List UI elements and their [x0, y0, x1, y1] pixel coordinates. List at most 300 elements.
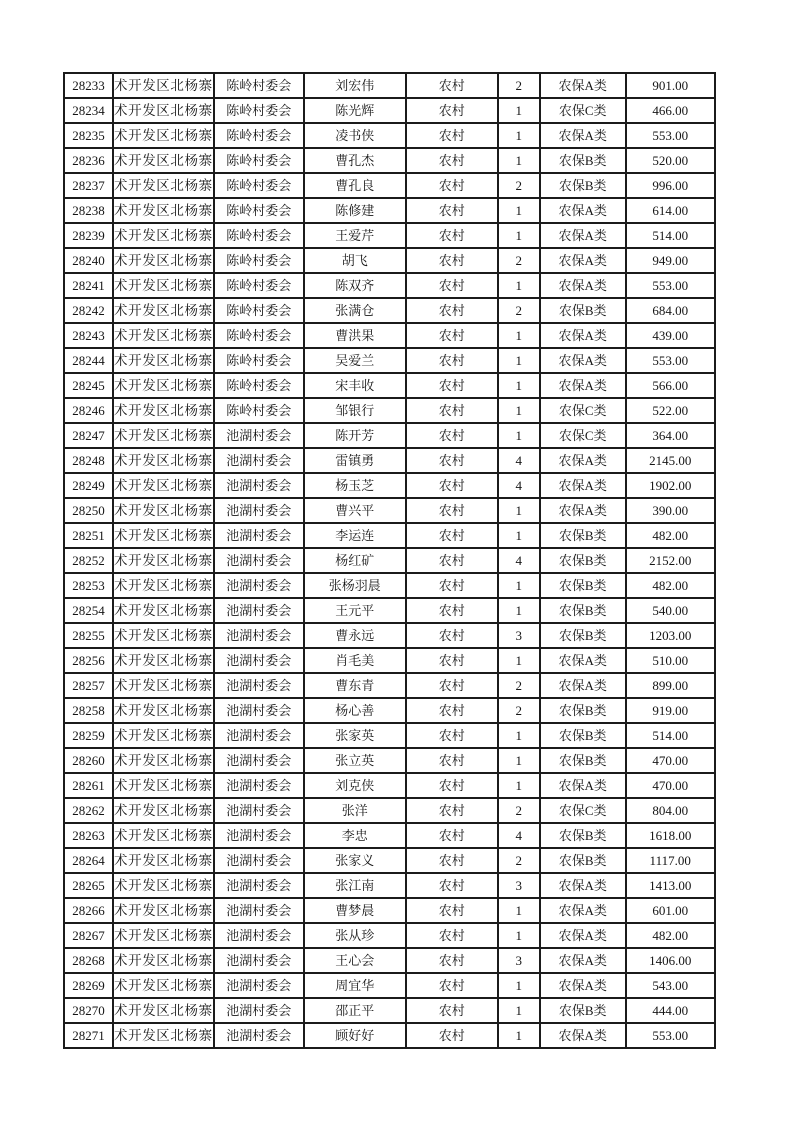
household-type-cell: 农村	[406, 373, 498, 398]
district-cell: 术开发区北杨寨	[113, 173, 214, 198]
table-row	[64, 573, 715, 598]
table-row	[64, 773, 715, 798]
person-name-cell: 张家英	[304, 723, 406, 748]
amount-cell: 510.00	[626, 648, 715, 673]
person-name-cell: 曹兴平	[304, 498, 406, 523]
record-id-cell: 28254	[64, 598, 113, 623]
person-count-cell: 1	[498, 748, 540, 773]
insurance-category-cell: 农保A类	[540, 73, 626, 98]
person-name-cell: 陈双齐	[304, 273, 406, 298]
amount-cell: 1618.00	[626, 823, 715, 848]
household-type-cell: 农村	[406, 923, 498, 948]
village-committee-cell: 池湖村委会	[214, 823, 304, 848]
district-cell: 术开发区北杨寨	[113, 973, 214, 998]
record-id-cell: 28256	[64, 648, 113, 673]
household-type-cell: 农村	[406, 248, 498, 273]
person-count-cell: 2	[498, 248, 540, 273]
amount-cell: 804.00	[626, 798, 715, 823]
person-count-cell: 2	[498, 798, 540, 823]
insurance-category-cell: 农保A类	[540, 1023, 626, 1048]
person-name-cell: 曹孔杰	[304, 148, 406, 173]
insurance-category-cell: 农保A类	[540, 223, 626, 248]
insurance-category-cell: 农保B类	[540, 298, 626, 323]
person-count-cell: 2	[498, 673, 540, 698]
village-committee-cell: 陈岭村委会	[214, 248, 304, 273]
amount-cell: 1902.00	[626, 473, 715, 498]
insurance-category-cell: 农保B类	[540, 998, 626, 1023]
district-cell: 术开发区北杨寨	[113, 923, 214, 948]
district-cell: 术开发区北杨寨	[113, 948, 214, 973]
person-name-cell: 曹东青	[304, 673, 406, 698]
record-id-cell: 28268	[64, 948, 113, 973]
person-name-cell: 张从珍	[304, 923, 406, 948]
district-cell: 术开发区北杨寨	[113, 323, 214, 348]
household-type-cell: 农村	[406, 973, 498, 998]
amount-cell: 901.00	[626, 73, 715, 98]
village-committee-cell: 陈岭村委会	[214, 323, 304, 348]
table-row	[64, 398, 715, 423]
amount-cell: 1406.00	[626, 948, 715, 973]
household-type-cell: 农村	[406, 848, 498, 873]
record-id-cell: 28260	[64, 748, 113, 773]
insurance-category-cell: 农保A类	[540, 473, 626, 498]
table-row	[64, 473, 715, 498]
record-id-cell: 28240	[64, 248, 113, 273]
village-committee-cell: 池湖村委会	[214, 748, 304, 773]
insurance-category-cell: 农保B类	[540, 848, 626, 873]
amount-cell: 1203.00	[626, 623, 715, 648]
amount-cell: 899.00	[626, 673, 715, 698]
district-cell: 术开发区北杨寨	[113, 473, 214, 498]
person-count-cell: 2	[498, 848, 540, 873]
village-committee-cell: 陈岭村委会	[214, 273, 304, 298]
district-cell: 术开发区北杨寨	[113, 873, 214, 898]
person-name-cell: 曹孔良	[304, 173, 406, 198]
village-committee-cell: 陈岭村委会	[214, 398, 304, 423]
amount-cell: 553.00	[626, 123, 715, 148]
person-name-cell: 杨玉芝	[304, 473, 406, 498]
village-committee-cell: 池湖村委会	[214, 473, 304, 498]
district-cell: 术开发区北杨寨	[113, 1023, 214, 1048]
record-id-cell: 28244	[64, 348, 113, 373]
district-cell: 术开发区北杨寨	[113, 298, 214, 323]
district-cell: 术开发区北杨寨	[113, 273, 214, 298]
person-count-cell: 4	[498, 823, 540, 848]
village-committee-cell: 池湖村委会	[214, 948, 304, 973]
person-name-cell: 李运连	[304, 523, 406, 548]
village-committee-cell: 池湖村委会	[214, 698, 304, 723]
person-count-cell: 1	[498, 273, 540, 298]
district-cell: 术开发区北杨寨	[113, 673, 214, 698]
insurance-category-cell: 农保A类	[540, 448, 626, 473]
record-id-cell: 28239	[64, 223, 113, 248]
person-count-cell: 3	[498, 623, 540, 648]
person-name-cell: 张杨羽晨	[304, 573, 406, 598]
amount-cell: 520.00	[626, 148, 715, 173]
table-row	[64, 873, 715, 898]
table-row	[64, 423, 715, 448]
village-committee-cell: 池湖村委会	[214, 873, 304, 898]
person-name-cell: 周宜华	[304, 973, 406, 998]
person-count-cell: 2	[498, 698, 540, 723]
person-name-cell: 张家义	[304, 848, 406, 873]
person-count-cell: 1	[498, 573, 540, 598]
person-name-cell: 邹银行	[304, 398, 406, 423]
household-type-cell: 农村	[406, 1023, 498, 1048]
amount-cell: 444.00	[626, 998, 715, 1023]
village-committee-cell: 陈岭村委会	[214, 348, 304, 373]
person-count-cell: 1	[498, 423, 540, 448]
district-cell: 术开发区北杨寨	[113, 898, 214, 923]
amount-cell: 566.00	[626, 373, 715, 398]
household-type-cell: 农村	[406, 523, 498, 548]
table-row	[64, 923, 715, 948]
household-type-cell: 农村	[406, 173, 498, 198]
household-type-cell: 农村	[406, 448, 498, 473]
household-type-cell: 农村	[406, 648, 498, 673]
person-name-cell: 王元平	[304, 598, 406, 623]
table-row	[64, 723, 715, 748]
person-name-cell: 顾好好	[304, 1023, 406, 1048]
village-committee-cell: 池湖村委会	[214, 923, 304, 948]
amount-cell: 2152.00	[626, 548, 715, 573]
table-row	[64, 173, 715, 198]
household-type-cell: 农村	[406, 498, 498, 523]
district-cell: 术开发区北杨寨	[113, 223, 214, 248]
insurance-category-cell: 农保A类	[540, 923, 626, 948]
table-row	[64, 498, 715, 523]
amount-cell: 514.00	[626, 223, 715, 248]
table-row	[64, 273, 715, 298]
insurance-category-cell: 农保A类	[540, 323, 626, 348]
table-row	[64, 348, 715, 373]
village-committee-cell: 陈岭村委会	[214, 373, 304, 398]
amount-cell: 996.00	[626, 173, 715, 198]
village-committee-cell: 池湖村委会	[214, 898, 304, 923]
household-type-cell: 农村	[406, 298, 498, 323]
record-id-cell: 28258	[64, 698, 113, 723]
amount-cell: 553.00	[626, 273, 715, 298]
record-id-cell: 28243	[64, 323, 113, 348]
insurance-category-cell: 农保C类	[540, 798, 626, 823]
record-id-cell: 28237	[64, 173, 113, 198]
pension-table	[63, 72, 716, 1049]
person-count-cell: 1	[498, 973, 540, 998]
record-id-cell: 28233	[64, 73, 113, 98]
amount-cell: 482.00	[626, 923, 715, 948]
table-row	[64, 248, 715, 273]
person-name-cell: 宋丰收	[304, 373, 406, 398]
insurance-category-cell: 农保A类	[540, 273, 626, 298]
table-row	[64, 698, 715, 723]
household-type-cell: 农村	[406, 123, 498, 148]
household-type-cell: 农村	[406, 698, 498, 723]
pension-table-body	[64, 73, 715, 1048]
household-type-cell: 农村	[406, 748, 498, 773]
table-row	[64, 823, 715, 848]
amount-cell: 390.00	[626, 498, 715, 523]
person-count-cell: 1	[498, 923, 540, 948]
village-committee-cell: 池湖村委会	[214, 848, 304, 873]
district-cell: 术开发区北杨寨	[113, 723, 214, 748]
table-row	[64, 898, 715, 923]
amount-cell: 553.00	[626, 348, 715, 373]
table-row	[64, 148, 715, 173]
household-type-cell: 农村	[406, 673, 498, 698]
village-committee-cell: 池湖村委会	[214, 523, 304, 548]
person-count-cell: 2	[498, 298, 540, 323]
person-count-cell: 1	[498, 898, 540, 923]
table-row	[64, 798, 715, 823]
table-row	[64, 748, 715, 773]
person-count-cell: 1	[498, 98, 540, 123]
person-count-cell: 1	[498, 723, 540, 748]
record-id-cell: 28249	[64, 473, 113, 498]
table-row	[64, 973, 715, 998]
amount-cell: 614.00	[626, 198, 715, 223]
table-row	[64, 223, 715, 248]
insurance-category-cell: 农保A类	[540, 948, 626, 973]
amount-cell: 514.00	[626, 723, 715, 748]
person-count-cell: 3	[498, 948, 540, 973]
district-cell: 术开发区北杨寨	[113, 348, 214, 373]
record-id-cell: 28265	[64, 873, 113, 898]
table-row	[64, 448, 715, 473]
insurance-category-cell: 农保A类	[540, 673, 626, 698]
village-committee-cell: 陈岭村委会	[214, 148, 304, 173]
insurance-category-cell: 农保A类	[540, 198, 626, 223]
district-cell: 术开发区北杨寨	[113, 998, 214, 1023]
household-type-cell: 农村	[406, 898, 498, 923]
village-committee-cell: 陈岭村委会	[214, 123, 304, 148]
insurance-category-cell: 农保C类	[540, 398, 626, 423]
insurance-category-cell: 农保B类	[540, 573, 626, 598]
district-cell: 术开发区北杨寨	[113, 573, 214, 598]
household-type-cell: 农村	[406, 998, 498, 1023]
insurance-category-cell: 农保B类	[540, 698, 626, 723]
person-name-cell: 肖毛美	[304, 648, 406, 673]
insurance-category-cell: 农保C类	[540, 423, 626, 448]
district-cell: 术开发区北杨寨	[113, 73, 214, 98]
district-cell: 术开发区北杨寨	[113, 248, 214, 273]
village-committee-cell: 陈岭村委会	[214, 98, 304, 123]
person-name-cell: 王爱芹	[304, 223, 406, 248]
amount-cell: 540.00	[626, 598, 715, 623]
district-cell: 术开发区北杨寨	[113, 373, 214, 398]
insurance-category-cell: 农保C类	[540, 98, 626, 123]
amount-cell: 684.00	[626, 298, 715, 323]
record-id-cell: 28235	[64, 123, 113, 148]
person-count-cell: 4	[498, 548, 540, 573]
village-committee-cell: 池湖村委会	[214, 773, 304, 798]
table-row	[64, 123, 715, 148]
person-name-cell: 陈修建	[304, 198, 406, 223]
household-type-cell: 农村	[406, 348, 498, 373]
person-count-cell: 2	[498, 173, 540, 198]
table-row	[64, 648, 715, 673]
table-sheet	[63, 72, 716, 1049]
household-type-cell: 农村	[406, 323, 498, 348]
district-cell: 术开发区北杨寨	[113, 398, 214, 423]
insurance-category-cell: 农保A类	[540, 123, 626, 148]
person-name-cell: 曹洪果	[304, 323, 406, 348]
insurance-category-cell: 农保B类	[540, 723, 626, 748]
person-name-cell: 刘克侠	[304, 773, 406, 798]
record-id-cell: 28271	[64, 1023, 113, 1048]
record-id-cell: 28246	[64, 398, 113, 423]
person-name-cell: 曹永远	[304, 623, 406, 648]
village-committee-cell: 池湖村委会	[214, 423, 304, 448]
person-name-cell: 曹梦晨	[304, 898, 406, 923]
person-count-cell: 1	[498, 148, 540, 173]
insurance-category-cell: 农保A类	[540, 498, 626, 523]
record-id-cell: 28255	[64, 623, 113, 648]
table-row	[64, 623, 715, 648]
record-id-cell: 28245	[64, 373, 113, 398]
record-id-cell: 28262	[64, 798, 113, 823]
district-cell: 术开发区北杨寨	[113, 848, 214, 873]
table-row	[64, 598, 715, 623]
amount-cell: 919.00	[626, 698, 715, 723]
record-id-cell: 28253	[64, 573, 113, 598]
person-count-cell: 1	[498, 598, 540, 623]
person-name-cell: 张洋	[304, 798, 406, 823]
record-id-cell: 28264	[64, 848, 113, 873]
person-name-cell: 杨心善	[304, 698, 406, 723]
record-id-cell: 28251	[64, 523, 113, 548]
household-type-cell: 农村	[406, 598, 498, 623]
person-name-cell: 张立英	[304, 748, 406, 773]
amount-cell: 482.00	[626, 573, 715, 598]
table-row	[64, 98, 715, 123]
person-name-cell: 张满仓	[304, 298, 406, 323]
village-committee-cell: 池湖村委会	[214, 1023, 304, 1048]
person-name-cell: 刘宏伟	[304, 73, 406, 98]
household-type-cell: 农村	[406, 198, 498, 223]
district-cell: 术开发区北杨寨	[113, 423, 214, 448]
table-row	[64, 548, 715, 573]
person-count-cell: 2	[498, 73, 540, 98]
insurance-category-cell: 农保A类	[540, 348, 626, 373]
record-id-cell: 28263	[64, 823, 113, 848]
table-row	[64, 673, 715, 698]
household-type-cell: 农村	[406, 273, 498, 298]
person-name-cell: 邵正平	[304, 998, 406, 1023]
village-committee-cell: 池湖村委会	[214, 623, 304, 648]
district-cell: 术开发区北杨寨	[113, 823, 214, 848]
person-count-cell: 1	[498, 123, 540, 148]
household-type-cell: 农村	[406, 873, 498, 898]
table-row	[64, 198, 715, 223]
village-committee-cell: 陈岭村委会	[214, 298, 304, 323]
district-cell: 术开发区北杨寨	[113, 198, 214, 223]
person-count-cell: 4	[498, 448, 540, 473]
village-committee-cell: 池湖村委会	[214, 573, 304, 598]
insurance-category-cell: 农保A类	[540, 373, 626, 398]
insurance-category-cell: 农保B类	[540, 523, 626, 548]
village-committee-cell: 池湖村委会	[214, 673, 304, 698]
insurance-category-cell: 农保B类	[540, 148, 626, 173]
person-name-cell: 杨红矿	[304, 548, 406, 573]
amount-cell: 1413.00	[626, 873, 715, 898]
person-count-cell: 1	[498, 998, 540, 1023]
table-row	[64, 1023, 715, 1048]
table-row	[64, 523, 715, 548]
person-name-cell: 张江南	[304, 873, 406, 898]
person-count-cell: 1	[498, 348, 540, 373]
record-id-cell: 28234	[64, 98, 113, 123]
household-type-cell: 农村	[406, 98, 498, 123]
district-cell: 术开发区北杨寨	[113, 123, 214, 148]
person-name-cell: 凌书侠	[304, 123, 406, 148]
village-committee-cell: 池湖村委会	[214, 648, 304, 673]
insurance-category-cell: 农保B类	[540, 823, 626, 848]
household-type-cell: 农村	[406, 823, 498, 848]
person-name-cell: 陈光辉	[304, 98, 406, 123]
household-type-cell: 农村	[406, 73, 498, 98]
record-id-cell: 28269	[64, 973, 113, 998]
village-committee-cell: 池湖村委会	[214, 998, 304, 1023]
district-cell: 术开发区北杨寨	[113, 623, 214, 648]
person-count-cell: 1	[498, 523, 540, 548]
insurance-category-cell: 农保B类	[540, 173, 626, 198]
amount-cell: 1117.00	[626, 848, 715, 873]
district-cell: 术开发区北杨寨	[113, 748, 214, 773]
record-id-cell: 28247	[64, 423, 113, 448]
household-type-cell: 农村	[406, 148, 498, 173]
insurance-category-cell: 农保A类	[540, 873, 626, 898]
amount-cell: 466.00	[626, 98, 715, 123]
amount-cell: 601.00	[626, 898, 715, 923]
household-type-cell: 农村	[406, 948, 498, 973]
record-id-cell: 28236	[64, 148, 113, 173]
district-cell: 术开发区北杨寨	[113, 648, 214, 673]
record-id-cell: 28250	[64, 498, 113, 523]
person-count-cell: 1	[498, 323, 540, 348]
household-type-cell: 农村	[406, 773, 498, 798]
district-cell: 术开发区北杨寨	[113, 548, 214, 573]
village-committee-cell: 陈岭村委会	[214, 198, 304, 223]
person-name-cell: 雷镇勇	[304, 448, 406, 473]
record-id-cell: 28248	[64, 448, 113, 473]
village-committee-cell: 陈岭村委会	[214, 173, 304, 198]
person-name-cell: 陈开芳	[304, 423, 406, 448]
village-committee-cell: 池湖村委会	[214, 798, 304, 823]
district-cell: 术开发区北杨寨	[113, 798, 214, 823]
amount-cell: 470.00	[626, 773, 715, 798]
household-type-cell: 农村	[406, 398, 498, 423]
table-row	[64, 298, 715, 323]
amount-cell: 439.00	[626, 323, 715, 348]
table-row	[64, 73, 715, 98]
household-type-cell: 农村	[406, 548, 498, 573]
amount-cell: 949.00	[626, 248, 715, 273]
person-count-cell: 3	[498, 873, 540, 898]
person-count-cell: 1	[498, 773, 540, 798]
person-count-cell: 1	[498, 498, 540, 523]
household-type-cell: 农村	[406, 223, 498, 248]
village-committee-cell: 池湖村委会	[214, 448, 304, 473]
district-cell: 术开发区北杨寨	[113, 773, 214, 798]
insurance-category-cell: 农保A类	[540, 648, 626, 673]
household-type-cell: 农村	[406, 573, 498, 598]
insurance-category-cell: 农保A类	[540, 898, 626, 923]
household-type-cell: 农村	[406, 423, 498, 448]
person-count-cell: 1	[498, 223, 540, 248]
amount-cell: 553.00	[626, 1023, 715, 1048]
record-id-cell: 28267	[64, 923, 113, 948]
village-committee-cell: 池湖村委会	[214, 598, 304, 623]
